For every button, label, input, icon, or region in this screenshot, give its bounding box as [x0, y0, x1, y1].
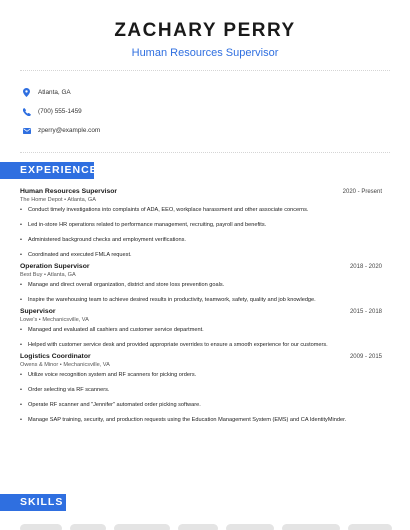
contact-location — [22, 83, 410, 102]
phone-icon — [22, 107, 31, 116]
contact-phone — [22, 102, 410, 121]
experience-heading: EXPERIENCE — [0, 162, 94, 179]
job-company: Owens & Minor — [20, 362, 59, 368]
job-header — [20, 308, 382, 315]
job-bullets — [20, 372, 382, 424]
separator: • — [58, 362, 64, 368]
contact-email-text: zperry@example.com — [38, 127, 101, 134]
location-pin-icon — [22, 88, 31, 97]
skills-list — [20, 524, 392, 530]
contact-phone-text: (700) 555-1459 — [38, 108, 82, 115]
job-bullet: • Helped with customer service desk and provided appropriate overrides to ensure a smooth experience for our customers. — [20, 342, 382, 349]
job-bullets — [20, 282, 382, 304]
job-company-line — [20, 362, 382, 368]
separator: • — [62, 197, 68, 203]
job-bullet: • Conduct timely investigations into complaints of ADA, EEO, workplace harassment and other associate concerns. — [20, 207, 382, 214]
skill-chip — [226, 524, 274, 530]
job-bullet: • Administered background checks and employment verifications. — [20, 237, 382, 244]
job-bullet: • Led in-store HR operations related to performance management, recruiting, payroll and benefits. — [20, 222, 382, 229]
contact-list — [0, 71, 410, 152]
job-dates: 2015 - 2018 — [349, 309, 382, 315]
candidate-title: Human Resources Supervisor — [131, 47, 279, 59]
job-header — [20, 353, 382, 360]
job-title: Operation Supervisor — [20, 263, 90, 270]
job-dates: 2018 - 2020 — [349, 264, 382, 270]
job-title: Supervisor — [20, 308, 56, 315]
job-bullet: • Order selecting via RF scanners. — [20, 387, 382, 394]
skill-chip — [282, 524, 340, 530]
job-dates: 2020 - Present — [342, 189, 382, 195]
job-bullet: • Inspire the warehousing team to achieve desired results in productivity, teamwork, safety, quality and job knowledge. — [20, 297, 382, 304]
job-bullet: • Operate RF scanner and "Jennifer" automated order picking software. — [20, 402, 382, 409]
job-company: The Home Depot — [20, 197, 63, 203]
skill-chip — [114, 524, 170, 530]
job-bullets — [20, 207, 382, 259]
candidate-name: ZACHARY PERRY — [114, 20, 296, 41]
skill-chip — [20, 524, 62, 530]
skill-chip — [178, 524, 218, 530]
divider — [20, 152, 390, 153]
job-entry — [20, 308, 382, 349]
job-company: Lowe's — [20, 317, 38, 323]
separator: • — [37, 317, 43, 323]
job-bullet: • Manage SAP training, security, and production requests using the Education Management System (EMS) and CA IdentityMinder. — [20, 417, 382, 424]
job-header — [20, 263, 382, 270]
experience-list — [20, 188, 382, 424]
job-title: Logistics Coordinator — [20, 353, 91, 360]
job-location: Mechanicsville, VA — [42, 317, 89, 323]
resume-header — [0, 0, 410, 59]
email-icon — [22, 126, 31, 135]
contact-email — [22, 121, 410, 140]
job-bullet: • Coordinated and executed FMLA request. — [20, 252, 382, 259]
skills-heading: SKILLS — [0, 494, 66, 511]
job-location: Atlanta, GA — [67, 197, 96, 203]
job-entry — [20, 188, 382, 259]
contact-location-text: Atlanta, GA — [38, 89, 71, 96]
job-entry — [20, 353, 382, 424]
job-entry — [20, 263, 382, 304]
job-title: Human Resources Supervisor — [20, 188, 118, 195]
job-company-line — [20, 317, 382, 323]
job-company-line — [20, 197, 382, 203]
separator: • — [42, 272, 48, 278]
job-bullet: • Utilize voice recognition system and RF scanners for picking orders. — [20, 372, 382, 379]
job-bullet: • Managed and evaluated all cashiers and customer service department. — [20, 327, 382, 334]
skill-chip — [70, 524, 106, 530]
job-bullet: • Manage and direct overall organization, district and store loss prevention goals. — [20, 282, 382, 289]
job-bullets — [20, 327, 382, 349]
job-company: Best Buy — [20, 272, 43, 278]
job-dates: 2009 - 2015 — [349, 354, 382, 360]
job-company-line — [20, 272, 382, 278]
skill-chip — [348, 524, 392, 530]
job-location: Mechanicsville, VA — [63, 362, 110, 368]
job-location: Atlanta, GA — [47, 272, 76, 278]
job-header — [20, 188, 382, 195]
